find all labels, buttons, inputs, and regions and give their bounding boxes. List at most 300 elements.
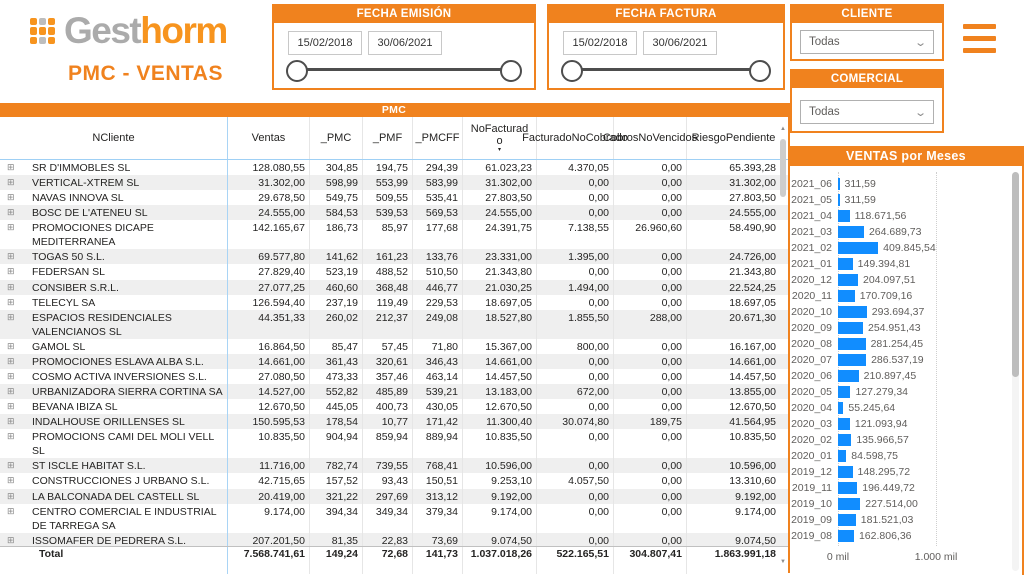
bar[interactable] (838, 450, 846, 462)
value-cell: 4.370,05 (537, 160, 614, 175)
value-cell: 0,00 (614, 489, 687, 504)
bar-value-label: 210.897,45 (863, 370, 917, 382)
bar-value-label: 55.245,64 (848, 402, 896, 414)
page-title: PMC - VENTAS (68, 62, 223, 85)
bar[interactable] (838, 434, 851, 446)
client-name-cell (0, 384, 228, 399)
table-row[interactable] (0, 280, 788, 295)
value-cell: 10.835,50 (729, 431, 776, 444)
value-cell: 207.201,50 (228, 533, 310, 546)
category-label: 2020_03 (791, 418, 832, 430)
table-scrollbar[interactable] (779, 125, 787, 566)
chart-scrollbar[interactable] (1012, 172, 1019, 571)
pmc-table-panel (0, 103, 790, 573)
expand-icon[interactable]: ⊞ (7, 192, 15, 203)
x-tick-label: 0 mil (826, 551, 850, 563)
scrollbar-thumb[interactable] (780, 139, 786, 197)
chart-row (790, 208, 906, 224)
chevron-down-icon: ⌄ (913, 36, 927, 49)
column-header-riesgopendiente[interactable] (687, 117, 780, 159)
value-cell: 260,02 (310, 310, 363, 339)
chart-title: VENTAS por Meses (790, 146, 1022, 166)
expand-icon[interactable]: ⊞ (7, 490, 15, 501)
value-cell: 539,21 (413, 384, 463, 399)
value-cell: 0,00 (614, 533, 687, 546)
table-row[interactable] (0, 264, 788, 279)
bar-value-label: 286.537,19 (871, 354, 924, 366)
value-cell: 65.393,28 (729, 162, 776, 174)
value-cell: 349,34 (363, 504, 413, 533)
client-name-cell (0, 414, 228, 429)
value-cell: 889,94 (413, 429, 463, 458)
client-name-cell (0, 220, 228, 249)
category-label: 2021_06 (791, 178, 832, 190)
expand-icon[interactable]: ⊞ (7, 475, 15, 486)
value-cell: 9.174,00 (463, 504, 537, 533)
value-cell: 27.803,50 (463, 190, 537, 205)
expand-icon[interactable]: ⊞ (7, 386, 15, 397)
client-name-cell (0, 533, 228, 546)
value-cell: 0,00 (614, 295, 687, 310)
expand-icon[interactable]: ⊞ (7, 340, 15, 351)
expand-icon[interactable]: ⊞ (7, 431, 15, 442)
value-cell: 0,00 (537, 489, 614, 504)
value-cell: 0,00 (537, 533, 614, 546)
column-header-label: _PMF (372, 132, 403, 144)
bar[interactable] (838, 386, 850, 398)
bar-value-label: 127.279,34 (855, 386, 909, 398)
client-name: FEDERSAN SL (32, 266, 105, 279)
bar-value-label: 149.394,81 (857, 258, 911, 270)
table-body (0, 160, 788, 546)
value-cell: 18.697,05 (729, 296, 776, 309)
value-cell: 0,00 (614, 458, 687, 473)
table-row[interactable] (0, 504, 788, 533)
value-cell: 463,14 (413, 369, 463, 384)
value-cell: 126.594,40 (228, 295, 310, 310)
value-cell: 18.527,80 (463, 310, 537, 339)
column-header-label: CobrosNoVencidos (602, 132, 698, 144)
client-name: BEVANA IBIZA SL (32, 401, 118, 414)
bar[interactable] (838, 274, 858, 286)
bar-value-label: 204.097,51 (863, 274, 916, 286)
value-cell: 26.960,60 (614, 220, 687, 249)
table-row[interactable] (0, 295, 788, 310)
category-label: 2019_11 (791, 482, 832, 494)
value-cell: 23.331,00 (463, 249, 537, 264)
value-cell: 9.074,50 (463, 533, 537, 546)
value-cell: 0,00 (614, 190, 687, 205)
bar-value-label: 170.709,16 (859, 290, 913, 302)
fecha-factura-slider (561, 58, 771, 82)
bar[interactable] (838, 514, 856, 526)
bar[interactable] (838, 226, 864, 238)
table-row[interactable] (0, 354, 788, 369)
value-cell: 9.192,00 (735, 490, 776, 503)
value-cell: 21.030,25 (463, 280, 537, 295)
value-cell: 20.671,30 (729, 311, 776, 324)
category-label: 2020_11 (791, 290, 832, 302)
value-cell: 142.165,67 (228, 220, 310, 249)
category-label: 2020_01 (791, 450, 832, 462)
client-name: URBANIZADORA SIERRA CORTINA SA (32, 386, 223, 399)
value-cell: 0,00 (614, 249, 687, 264)
value-cell: 9.174,00 (228, 504, 310, 533)
value-cell: 24.726,00 (729, 251, 776, 264)
table-row[interactable] (0, 339, 788, 354)
total-value-cell: 304.807,41 (614, 547, 687, 574)
value-cell: 58.490,90 (729, 222, 776, 235)
bar[interactable] (838, 242, 878, 254)
expand-icon[interactable]: ⊞ (7, 460, 15, 471)
value-cell: 85,47 (310, 339, 363, 354)
client-name-cell (0, 489, 228, 504)
expand-icon[interactable]: ⊞ (7, 355, 15, 366)
value-cell: 1.494,00 (537, 280, 614, 295)
chart-row (790, 432, 909, 448)
category-label: 2020_10 (791, 306, 832, 318)
value-cell: 0,00 (537, 295, 614, 310)
total-value-cell: 7.568.741,61 (228, 547, 310, 574)
table-row[interactable] (0, 414, 788, 429)
value-cell: 0,00 (614, 339, 687, 354)
bar-value-label: 227.514,00 (865, 498, 918, 510)
bar-value-label: 181.521,03 (860, 514, 914, 526)
category-label: 2020_04 (791, 402, 832, 414)
column-header-ncliente[interactable] (0, 117, 228, 159)
client-name-cell (0, 473, 228, 488)
expand-icon[interactable]: ⊞ (7, 416, 15, 427)
table-total-row (0, 546, 788, 574)
value-cell: 739,55 (363, 458, 413, 473)
value-cell: 7.138,55 (537, 220, 614, 249)
column-header-label: Ventas (251, 132, 286, 144)
value-cell: 361,43 (310, 354, 363, 369)
value-cell: 0,00 (614, 384, 687, 399)
column-header-ventas[interactable] (228, 117, 310, 159)
bar[interactable] (838, 370, 859, 382)
scroll-down-icon[interactable]: ▼ (780, 559, 786, 565)
bar-chart-plot (790, 170, 1022, 575)
value-cell: 14.661,00 (729, 355, 776, 368)
bar-value-label: 311,59 (844, 178, 876, 190)
expand-icon[interactable]: ⊞ (7, 296, 15, 307)
fecha-emision-end-input[interactable] (368, 31, 442, 55)
chart-row (790, 400, 895, 416)
expand-icon[interactable]: ⊞ (7, 311, 15, 322)
column-header-label: NCliente (92, 132, 135, 144)
table-row[interactable] (0, 473, 788, 488)
client-name: ST ISCLE HABITAT S.L. (32, 460, 146, 473)
table-row[interactable] (0, 369, 788, 384)
chart-row (790, 224, 922, 240)
table-row[interactable] (0, 160, 788, 175)
logo-text: Gesthorm (64, 10, 227, 51)
value-cell: 9.253,10 (463, 473, 537, 488)
column-header-pmf[interactable] (363, 117, 413, 159)
value-cell: 14.661,00 (228, 354, 310, 369)
fecha-factura-end-input[interactable] (643, 31, 717, 55)
fecha-emision-start-input[interactable] (288, 31, 362, 55)
chevron-down-icon: ⌄ (913, 106, 927, 119)
bar[interactable] (838, 258, 853, 270)
value-cell: 27.829,40 (228, 264, 310, 279)
value-cell: 0,00 (537, 399, 614, 414)
expand-icon[interactable]: ⊞ (7, 281, 15, 292)
category-label: 2019_12 (791, 466, 832, 478)
value-cell: 294,39 (413, 160, 463, 175)
bar[interactable] (838, 338, 866, 350)
menu-icon[interactable] (963, 24, 996, 53)
client-name: TELECYL SA (32, 296, 96, 309)
value-cell: 0,00 (614, 399, 687, 414)
value-cell: 21.343,80 (463, 264, 537, 279)
expand-icon[interactable]: ⊞ (7, 207, 15, 218)
chart-row (790, 512, 913, 528)
value-cell: 583,99 (413, 175, 463, 190)
value-cell: 93,43 (363, 473, 413, 488)
gridline (936, 172, 937, 546)
chart-row (790, 288, 912, 304)
value-cell: 768,41 (413, 458, 463, 473)
value-cell: 150.595,53 (228, 414, 310, 429)
bar[interactable] (838, 418, 850, 430)
value-cell: 473,33 (310, 369, 363, 384)
slider-track[interactable] (570, 68, 762, 71)
table-row[interactable] (0, 190, 788, 205)
table-header-row (0, 117, 788, 160)
value-cell: 0,00 (614, 160, 687, 175)
chart-row (790, 464, 910, 480)
category-label: 2021_02 (791, 242, 832, 254)
value-cell: 0,00 (614, 264, 687, 279)
table-row[interactable] (0, 310, 788, 339)
table-row[interactable] (0, 399, 788, 414)
value-cell: 29.678,50 (228, 190, 310, 205)
bar[interactable] (838, 306, 867, 318)
value-cell: 13.310,60 (729, 475, 776, 488)
client-name: PROMOCIONES DICAPE MEDITERRANEA (32, 222, 154, 249)
value-cell: 11.300,40 (463, 414, 537, 429)
slider-handle-end[interactable] (749, 60, 771, 82)
value-cell: 539,53 (363, 205, 413, 220)
value-cell: 320,61 (363, 354, 413, 369)
fecha-factura-start-input[interactable] (563, 31, 637, 55)
value-cell: 14.661,00 (463, 354, 537, 369)
value-cell: 0,00 (614, 369, 687, 384)
pmc-table-title: PMC (0, 103, 788, 117)
client-name-cell (0, 160, 228, 175)
expand-icon[interactable]: ⊞ (7, 534, 15, 545)
value-cell: 445,05 (310, 399, 363, 414)
value-cell: 12.670,50 (228, 399, 310, 414)
value-cell: 178,54 (310, 414, 363, 429)
value-cell: 119,49 (363, 295, 413, 310)
bar[interactable] (838, 354, 866, 366)
value-cell: 379,34 (413, 504, 463, 533)
value-cell: 0,00 (614, 429, 687, 458)
value-cell: 20.419,00 (228, 489, 310, 504)
expand-icon[interactable]: ⊞ (7, 370, 15, 381)
value-cell: 22.524,25 (729, 281, 776, 294)
cliente-dropdown[interactable] (800, 30, 934, 54)
expand-icon[interactable]: ⊞ (7, 251, 15, 262)
expand-icon[interactable]: ⊞ (7, 162, 15, 172)
chart-x-axis (790, 551, 1022, 565)
total-label: Total (0, 547, 228, 574)
total-value-cell: 1.863.991,18 (714, 548, 776, 560)
chart-row (790, 448, 898, 464)
value-cell: 357,46 (363, 369, 413, 384)
bar[interactable] (838, 498, 860, 510)
x-tick-label: 1.000 mil (914, 551, 958, 563)
bar-value-label: 311,59 (844, 194, 876, 206)
client-name-cell (0, 339, 228, 354)
gesthorm-logo (30, 10, 227, 51)
client-name: NAVAS INNOVA SL (32, 192, 124, 205)
chart-row (790, 528, 912, 544)
value-cell: 13.855,00 (729, 386, 776, 399)
chart-row (790, 256, 910, 272)
bar[interactable] (838, 210, 850, 222)
category-label: 2019_08 (791, 530, 832, 542)
table-row[interactable] (0, 249, 788, 264)
chart-row (790, 320, 921, 336)
category-label: 2020_08 (791, 338, 832, 350)
client-name-cell (0, 369, 228, 384)
value-cell: 141,62 (310, 249, 363, 264)
table-row[interactable] (0, 533, 788, 546)
client-name: BOSC DE L'ATENEU SL (32, 207, 148, 220)
value-cell: 0,00 (537, 264, 614, 279)
client-name: SR D'IMMOBLES SL (32, 162, 131, 174)
value-cell: 27.080,50 (228, 369, 310, 384)
category-label: 2020_09 (791, 322, 832, 334)
value-cell: 394,34 (310, 504, 363, 533)
slider-handle-start[interactable] (561, 60, 583, 82)
comercial-dropdown[interactable] (800, 100, 934, 124)
bar-value-label: 135.966,57 (856, 434, 909, 446)
expand-icon[interactable]: ⊞ (7, 222, 15, 233)
table-row[interactable] (0, 205, 788, 220)
value-cell: 12.670,50 (463, 399, 537, 414)
value-cell: 212,37 (363, 310, 413, 339)
value-cell: 446,77 (413, 280, 463, 295)
value-cell: 42.715,65 (228, 473, 310, 488)
value-cell: 249,08 (413, 310, 463, 339)
slider-handle-start[interactable] (286, 60, 308, 82)
bar-value-label: 118.671,56 (854, 210, 907, 222)
value-cell: 10,77 (363, 414, 413, 429)
column-header-pmcff[interactable] (413, 117, 463, 159)
bar[interactable] (838, 530, 854, 542)
fecha-emision-panel (272, 4, 536, 90)
client-name: CONSTRUCCIONES J URBANO S.L. (32, 475, 210, 488)
table-row[interactable] (0, 489, 788, 504)
chart-row (790, 352, 924, 368)
comercial-dropdown-value: Todas (809, 106, 840, 118)
bar[interactable] (838, 290, 855, 302)
value-cell: 9.174,00 (735, 505, 776, 518)
client-name: LA BALCONADA DEL CASTELL SL (32, 490, 200, 503)
value-cell: 16.167,00 (729, 340, 776, 353)
value-cell: 133,76 (413, 249, 463, 264)
client-name-cell (0, 310, 228, 339)
category-label: 2020_12 (791, 274, 832, 286)
client-name-cell (0, 458, 228, 473)
value-cell: 0,00 (614, 205, 687, 220)
value-cell: 16.864,50 (228, 339, 310, 354)
column-header-cobrosnovencidos[interactable] (602, 117, 698, 159)
slider-track[interactable] (295, 68, 513, 71)
comercial-title: COMERCIAL (792, 71, 942, 88)
expand-icon[interactable]: ⊞ (7, 505, 15, 516)
value-cell: 27.077,25 (228, 280, 310, 295)
value-cell: 14.527,00 (228, 384, 310, 399)
expand-icon[interactable]: ⊞ (7, 401, 15, 412)
category-label: 2019_10 (791, 498, 832, 510)
value-cell: 535,41 (413, 190, 463, 205)
column-header-label: NoFacturado (470, 122, 529, 147)
value-cell: 171,42 (413, 414, 463, 429)
chart-row (790, 384, 908, 400)
table-row[interactable] (0, 384, 788, 399)
bar[interactable] (838, 482, 857, 494)
bar[interactable] (838, 322, 863, 334)
chart-scrollbar-thumb[interactable] (1012, 172, 1019, 377)
value-cell: 128.080,55 (228, 160, 310, 175)
value-cell: 73,69 (413, 533, 463, 546)
value-cell: 31.302,00 (228, 175, 310, 190)
value-cell: 30.074,80 (537, 414, 614, 429)
value-cell: 1.395,00 (537, 249, 614, 264)
value-cell: 189,75 (614, 414, 687, 429)
logo-grid-icon (30, 18, 55, 44)
total-value-cell: 141,73 (413, 547, 463, 574)
table-row[interactable] (0, 458, 788, 473)
client-name: COSMO ACTIVA INVERSIONES S.L. (32, 370, 207, 383)
bar[interactable] (838, 466, 853, 478)
value-cell: 15.367,00 (463, 339, 537, 354)
column-header-pmc[interactable] (310, 117, 363, 159)
bar-value-label: 162.806,36 (858, 530, 912, 542)
expand-icon[interactable]: ⊞ (7, 177, 15, 188)
value-cell: 0,00 (614, 175, 687, 190)
client-name-cell (0, 429, 228, 458)
category-label: 2020_07 (791, 354, 832, 366)
value-cell: 488,52 (363, 264, 413, 279)
value-cell: 1.855,50 (537, 310, 614, 339)
scroll-up-icon[interactable]: ▲ (780, 126, 786, 132)
ventas-por-meses-panel (790, 146, 1024, 575)
value-cell: 22,83 (363, 533, 413, 546)
value-cell: 24.555,00 (729, 207, 776, 220)
client-name-cell (0, 295, 228, 310)
column-header-label: _PMC (320, 132, 352, 144)
value-cell: 27.803,50 (729, 192, 776, 205)
slider-handle-end[interactable] (500, 60, 522, 82)
value-cell: 859,94 (363, 429, 413, 458)
value-cell: 24.555,00 (228, 205, 310, 220)
category-label: 2020_05 (791, 386, 832, 398)
table-row[interactable] (0, 175, 788, 190)
table-row[interactable] (0, 429, 788, 458)
bar-value-label: 293.694,37 (871, 306, 925, 318)
table-row[interactable] (0, 220, 788, 249)
expand-icon[interactable]: ⊞ (7, 266, 15, 277)
value-cell: 460,60 (310, 280, 363, 295)
value-cell: 510,50 (413, 264, 463, 279)
